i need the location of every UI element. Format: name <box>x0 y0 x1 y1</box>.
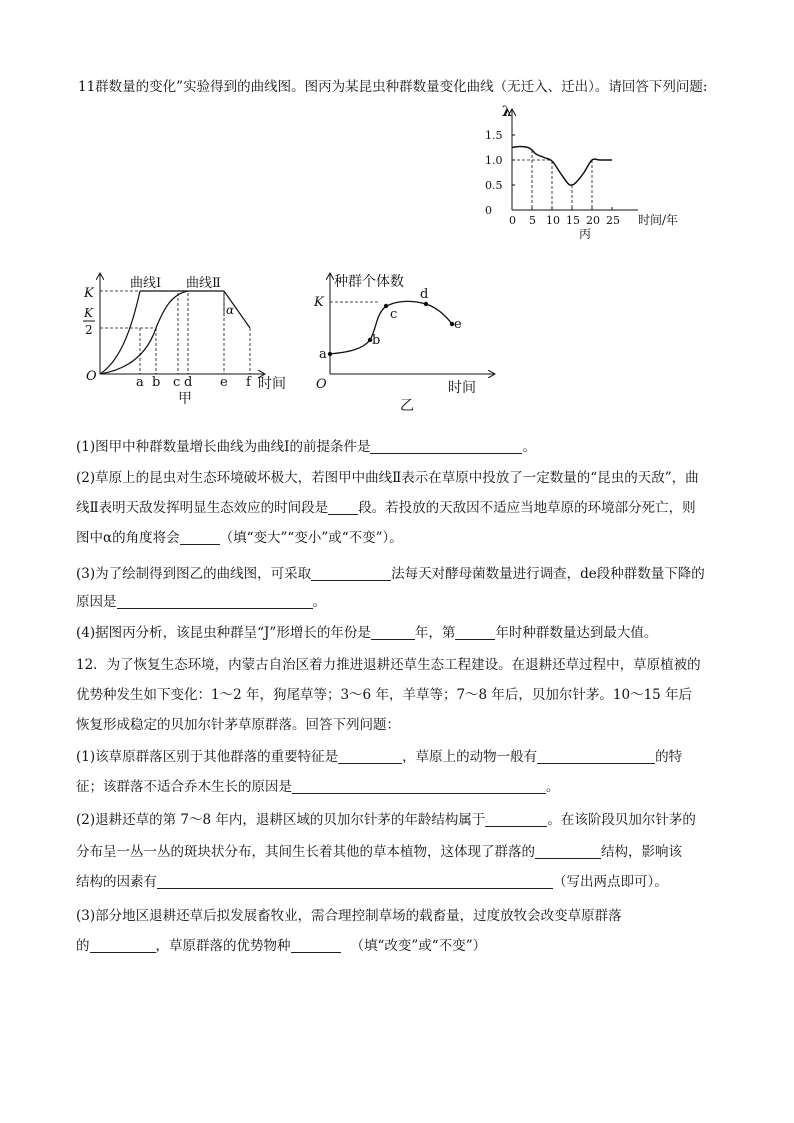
yi-point-d <box>424 302 428 306</box>
figure-jia <box>78 266 293 416</box>
bing-xtick-label: 5 <box>529 214 536 227</box>
jia-tick-a: a <box>136 375 144 390</box>
yi-caption: 乙 <box>400 398 414 414</box>
jia-tick-d: d <box>184 375 193 390</box>
yi-point-a <box>328 352 332 356</box>
answer-blank[interactable] <box>455 625 495 640</box>
q12-intro-line3: 恢复形成稳定的贝加尔针茅草原群落。回答下列问题： <box>76 717 400 733</box>
q12-intro-line2: 优势种发生如下变化：1～2 年，狗尾草等；3～6 年，羊草等；7～8 年后，贝加尔针茅。10～15 年后 <box>76 687 693 703</box>
figure-yi <box>308 268 503 418</box>
jia-tick-e: e <box>220 375 228 390</box>
jia-half-k-bottom: 2 <box>85 323 93 337</box>
jia-tick-f: f <box>246 375 251 390</box>
bing-ytick-label: 0.5 <box>485 179 503 192</box>
bing-xlabel: 时间/年 <box>638 213 679 227</box>
yi-ylabel: 种群个体数 <box>334 274 404 290</box>
jia-tick-b: b <box>152 375 161 390</box>
answer-blank[interactable] <box>485 812 547 827</box>
jia-origin: O <box>86 369 97 384</box>
q11-part2-line1: (2)草原上的昆虫对生态环境破坏极大，若图甲中曲线Ⅱ表示在草原中投放了一定数量的“昆虫的天敌”，曲 <box>76 470 699 486</box>
jia-curve-1 <box>100 291 140 374</box>
answer-blank[interactable] <box>328 500 358 515</box>
bing-xtick-label: 25 <box>606 214 620 227</box>
bing-caption: 丙 <box>579 227 592 241</box>
q11-part3-line1: (3)为了绘制得到图乙的曲线图，可采取 法每天对酵母菌数量进行调查，de段种群数量下降的 <box>76 566 705 582</box>
yi-point-c <box>384 304 388 308</box>
bing-xtick-label: 15 <box>566 214 580 227</box>
q12-part2-line1: (2)退耕还草的第 7～8 年内，退耕区域的贝加尔针茅的年龄结构属于 。在该阶段贝加尔针茅的 <box>76 812 696 828</box>
yi-origin: O <box>316 377 327 392</box>
bing-ylabel: λ <box>502 104 512 120</box>
answer-blank[interactable] <box>117 594 313 609</box>
q11-part1: (1)图甲中种群数量增长曲线为曲线Ⅰ的前提条件是 。 <box>76 439 536 455</box>
jia-half-k-top: K <box>84 306 93 320</box>
jia-curve2-label: 曲线Ⅱ <box>186 276 221 291</box>
answer-blank[interactable] <box>311 566 391 581</box>
q12-intro-line1: 12．为了恢复生态环境，内蒙古自治区着力推进退耕还草生态工程建设。在退耕还草过程中，草原植被的 <box>76 657 701 673</box>
q11-part3-line2: 原因是 。 <box>76 594 326 610</box>
q12-part3-line2: 的 ，草原群落的优势物种 （填“改变”或“不变”） <box>76 938 487 954</box>
q12-part2-line2: 分布呈一丛一丛的斑块状分布，其间生长着其他的草本植物，这体现了群落的 结构，影响该 <box>76 844 682 860</box>
answer-blank[interactable] <box>292 779 546 794</box>
yi-k-label: K <box>314 295 324 310</box>
bing-ytick-label: 1.5 <box>485 129 503 142</box>
bing-xtick-label: 0 <box>509 214 516 227</box>
yi-label-b: b <box>372 333 381 348</box>
q12-part2-line3: 结构的因素有 （写出两点即可）。 <box>76 874 668 890</box>
bing-xtick-label: 20 <box>586 214 600 227</box>
q11-part4: (4)据图丙分析，该昆虫种群呈“J”形增长的年份是 年，第 年时种群数量达到最大值。 <box>76 625 658 641</box>
figure-bing <box>482 100 722 250</box>
q12-part1-line2: 征；该群落不适合乔木生长的原因是 。 <box>76 779 560 795</box>
yi-xlabel: 时间 <box>448 380 476 396</box>
q12-part1-line1: (1)该草原群落区别于其他群落的重要特征是 ，草原上的动物一般有 的特 <box>76 749 683 765</box>
bing-ytick-label: 0 <box>485 204 492 217</box>
answer-blank[interactable] <box>180 530 220 545</box>
jia-curve1-label: 曲线Ⅰ <box>130 276 162 291</box>
jia-alpha-label: α <box>226 303 235 317</box>
bing-xtick-label: 10 <box>546 214 560 227</box>
answer-blank[interactable] <box>370 439 522 454</box>
yi-label-e: e <box>454 317 462 332</box>
q11-part2-line2: 线Ⅱ表明天敌发挥明显生态效应的时间段是 段。若投放的天敌因不适应当地草原的环境部分死亡，则 <box>76 500 696 516</box>
jia-xlabel: 时间 <box>258 376 286 392</box>
answer-blank[interactable] <box>291 938 341 953</box>
jia-caption: 甲 <box>178 391 192 407</box>
answer-blank[interactable] <box>338 749 402 764</box>
q12-part3-line1: (3)部分地区退耕还草后拟发展畜牧业，需合理控制草场的载畜量，过度放牧会改变草原群落 <box>76 908 622 924</box>
q11-part2-line3: 图中α的角度将会 （填“变大”“变小”或“不变”）。 <box>76 530 403 546</box>
jia-tick-c: c <box>173 375 181 390</box>
jia-k-label: K <box>84 286 94 301</box>
bing-ytick-label: 1.0 <box>485 154 503 167</box>
q11-intro: 11群数量的变化”实验得到的曲线图。图丙为某昆虫种群数量变化曲线（无迁入、迁出）。请回答下列问题: <box>78 79 708 95</box>
answer-blank[interactable] <box>537 749 655 764</box>
yi-label-a: a <box>319 347 327 362</box>
answer-blank[interactable] <box>157 874 553 889</box>
answer-blank[interactable] <box>371 625 415 640</box>
bing-lambda-curve <box>512 147 612 186</box>
answer-blank[interactable] <box>90 938 156 953</box>
yi-label-d: d <box>420 287 429 302</box>
yi-label-c: c <box>390 307 398 322</box>
answer-blank[interactable] <box>535 844 601 859</box>
